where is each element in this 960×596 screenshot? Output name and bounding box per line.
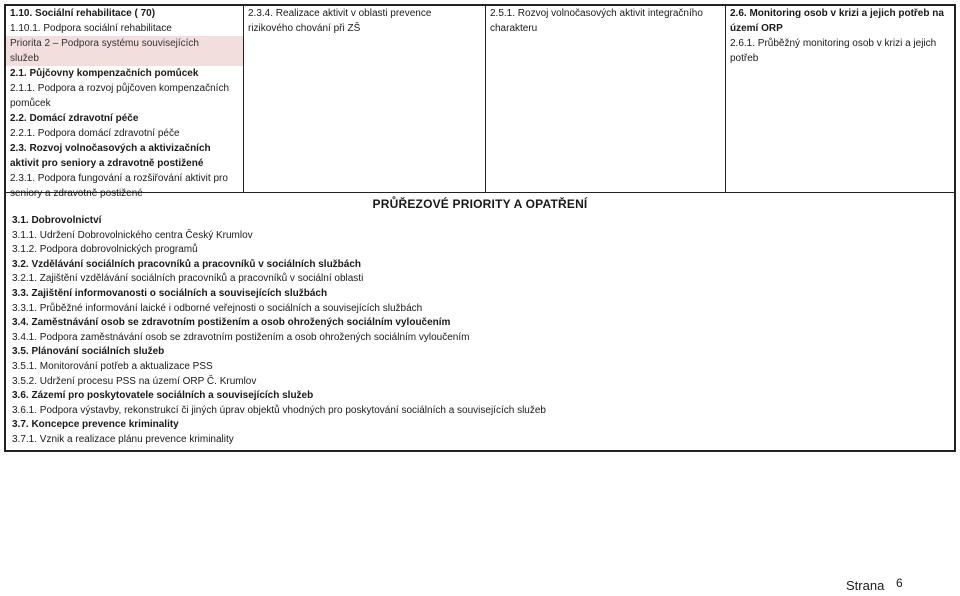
- cross-item: 3.1. Dobrovolnictví: [12, 215, 102, 226]
- priorities-table: [4, 4, 956, 452]
- cross-item: 3.4. Zaměstnávání osob se zdravotním postižením a osob ohrožených sociálním vyloučením: [12, 317, 451, 329]
- item-1-10-1: 1.10.1. Podpora sociální rehabilitace: [10, 23, 172, 34]
- page-number: 6: [896, 576, 903, 590]
- page-label: Strana: [846, 578, 885, 593]
- item-2-3-4-line-2: rizikového chování při ZŠ: [248, 23, 361, 34]
- cross-item: 3.3.1. Průběžné informování laické i odborné veřejnosti o sociálních a souvisejících službách: [12, 302, 423, 314]
- cross-cutting-title: PRŮŘEZOVÉ PRIORITY A OPATŘENÍ: [372, 197, 588, 211]
- priority-2-line-2: služeb: [10, 53, 39, 64]
- cross-item: 3.5. Plánování sociálních služeb: [12, 346, 165, 358]
- cross-item: 3.6. Zázemí pro poskytovatele sociálních a souvisejících služeb: [12, 390, 314, 402]
- item-2-6-1-line-2: potřeb: [730, 53, 759, 64]
- cross-item: 3.1.1. Udržení Dobrovolnického centra Český Krumlov: [12, 229, 253, 241]
- heading-2-6-line-1: 2.6. Monitoring osob v krizi a jejich potřeb na: [730, 8, 944, 19]
- heading-2-3-line-1: 2.3. Rozvoj volnočasových a aktivizačních: [10, 143, 211, 154]
- column-2: [244, 6, 486, 192]
- cross-cutting-list: [12, 214, 546, 448]
- cross-item: 3.4.1. Podpora zaměstnávání osob se zdravotním postižením a osob ohrožených sociálním vyloučením: [12, 331, 470, 343]
- item-2-3-1-line-1: 2.3.1. Podpora fungování a rozšiřování aktivit pro: [10, 173, 228, 184]
- item-2-1-1-line-1: 2.1.1. Podpora a rozvoj půjčoven kompenzačních: [10, 83, 230, 94]
- item-2-3-4-line-1: 2.3.4. Realizace aktivit v oblasti prevence: [248, 8, 432, 19]
- column-3: [486, 6, 726, 192]
- priority-2-heading: [6, 36, 243, 66]
- item-2-5-1-line-1: 2.5.1. Rozvoj volnočasových aktivit integračního: [490, 8, 703, 19]
- cross-item: 3.5.1. Monitorování potřeb a aktualizace PSS: [12, 360, 213, 372]
- item-2-6-1-line-1: 2.6.1. Průběžný monitoring osob v krizi a jejich: [730, 38, 937, 49]
- cross-item: 3.5.2. Udržení procesu PSS na území ORP Č. Krumlov: [12, 375, 257, 387]
- cross-item: 3.7. Koncepce prevence kriminality: [12, 419, 179, 431]
- heading-1-10: 1.10. Sociální rehabilitace ( 70): [10, 8, 156, 19]
- cross-item: 3.3. Zajištění informovanosti o sociálních a souvisejících službách: [12, 287, 328, 299]
- cross-item: 3.2.1. Zajištění vzdělávání sociálních pracovníků a pracovníků v sociální oblasti: [12, 273, 364, 285]
- cross-item: 3.6.1. Podpora výstavby, rekonstrukcí či jiných úprav objektů vhodných pro poskytování sociálních a souvisejících služeb: [12, 404, 546, 416]
- heading-2-1: 2.1. Půjčovny kompenzačních pomůcek: [10, 68, 199, 79]
- top-row: [6, 6, 954, 199]
- cross-item: 3.2. Vzdělávání sociálních pracovníků a pracovníků v sociálních službách: [12, 258, 362, 270]
- item-2-2-1: 2.2.1. Podpora domácí zdravotní péče: [10, 128, 180, 139]
- heading-2-2: 2.2. Domácí zdravotní péče: [10, 113, 139, 124]
- column-4: [726, 6, 954, 192]
- cross-item: 3.1.2. Podpora dobrovolnických programů: [12, 244, 198, 256]
- column-1: [6, 6, 244, 199]
- cross-item: 3.7.1. Vznik a realizace plánu prevence kriminality: [12, 433, 234, 445]
- heading-2-3-line-2: aktivit pro seniory a zdravotně postižené: [10, 158, 204, 169]
- item-2-1-1-line-2: pomůcek: [10, 98, 51, 109]
- priority-2-line-1: Priorita 2 – Podpora systému souvisejících: [10, 38, 199, 49]
- item-2-3-1-line-2: seniory a zdravotně postižené: [10, 188, 143, 199]
- item-2-5-1-line-2: charakteru: [490, 23, 538, 34]
- heading-2-6-line-2: území ORP: [730, 23, 783, 34]
